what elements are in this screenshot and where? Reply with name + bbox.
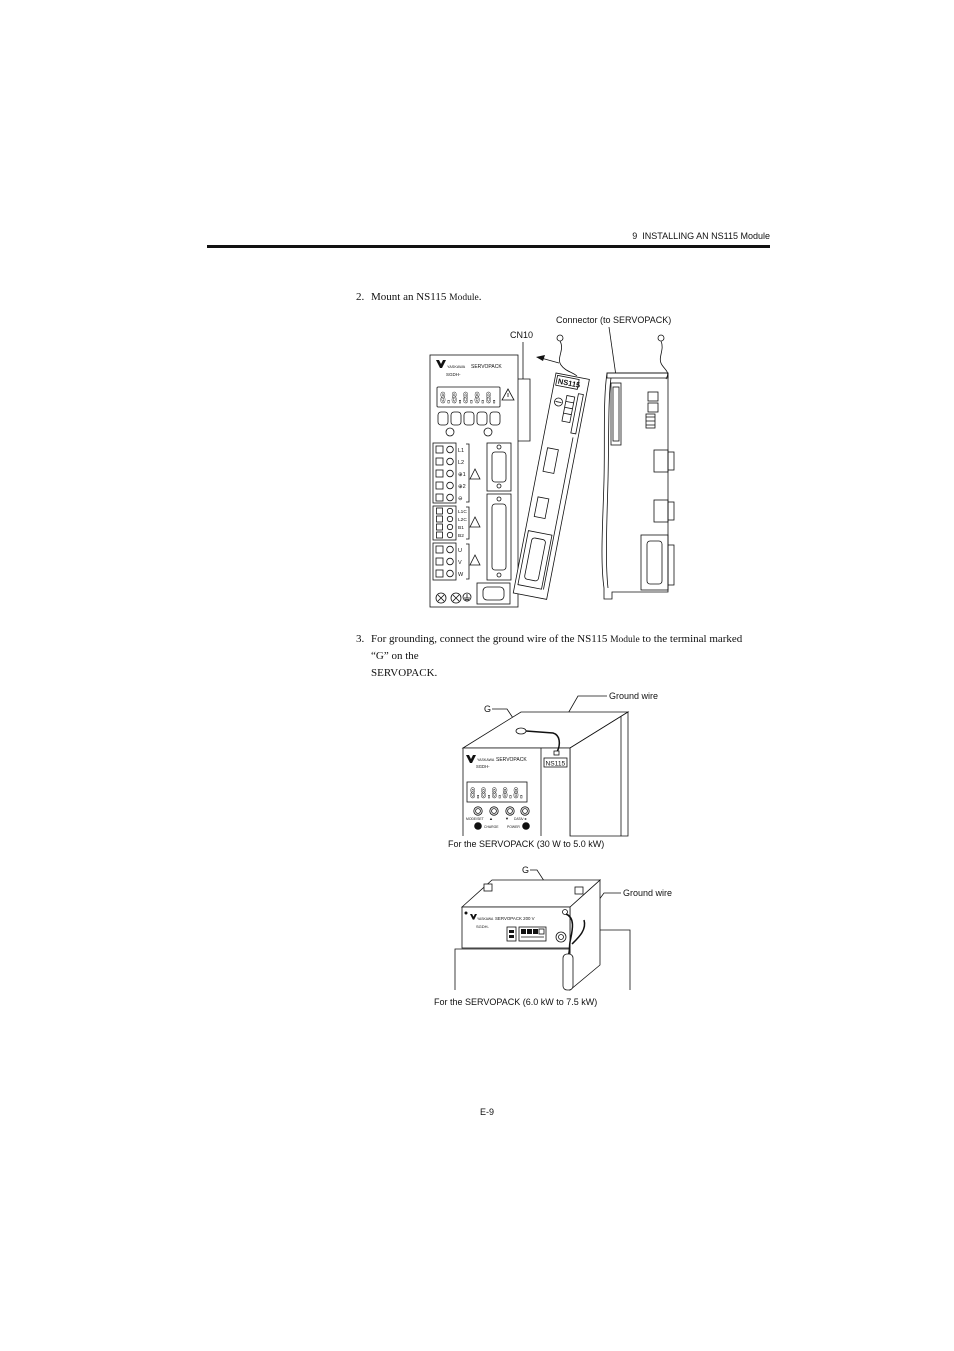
ns115-badge-label: NS115 bbox=[545, 760, 566, 768]
terminal-label: V bbox=[458, 560, 462, 566]
terminal-label: U bbox=[458, 548, 462, 554]
wire-duct bbox=[563, 954, 573, 990]
terminal-label: L2C bbox=[458, 518, 467, 523]
ground-wire-ring-terminal bbox=[658, 335, 664, 341]
terminal-label: ⊕1 bbox=[458, 472, 466, 478]
brand-label: YASKAWA bbox=[477, 917, 494, 921]
figure-grounding-small-servopack bbox=[448, 691, 658, 849]
step-3-line-1-a: For grounding, connect the ground wire of the NS115 bbox=[371, 633, 611, 645]
step-3-line-1-b: to the terminal marked bbox=[639, 633, 743, 645]
model-label: SGDH- bbox=[446, 372, 461, 377]
product-label: SERVOPACK 200 V bbox=[495, 916, 535, 921]
brand-label: YASKAWA bbox=[447, 365, 466, 369]
power-label: POWER bbox=[507, 825, 520, 829]
terminal-label: ⊕2 bbox=[458, 484, 466, 490]
top-screw bbox=[575, 887, 583, 894]
up-arrow-label: ▲ bbox=[489, 816, 493, 821]
terminal-label: B2 bbox=[458, 534, 464, 539]
mounting-hole bbox=[465, 912, 468, 915]
ns115-module-side-view bbox=[602, 335, 674, 599]
step-3-line-1-small: Module bbox=[610, 635, 640, 645]
figure-3-caption: For the SERVOPACK (6.0 kW to 7.5 kW) bbox=[434, 997, 598, 1007]
charge-lamp bbox=[474, 822, 482, 830]
display-segment bbox=[527, 929, 532, 934]
model-label: SGDH- bbox=[476, 764, 490, 769]
ground-wire-clip bbox=[554, 751, 559, 755]
terminal-label: L2 bbox=[458, 460, 465, 466]
terminal-label: L1C bbox=[458, 510, 467, 515]
module-name: NS115 bbox=[557, 376, 581, 390]
figure-mount-module bbox=[430, 315, 674, 607]
servopack-lower-body bbox=[455, 949, 570, 990]
arrowhead-icon bbox=[536, 355, 545, 361]
model-label: SGDH- bbox=[476, 924, 489, 929]
display-segment bbox=[533, 929, 538, 934]
g-terminal-label: G bbox=[484, 704, 492, 714]
g-terminal-label: G bbox=[522, 865, 530, 875]
side-bottom-connector-face bbox=[668, 545, 674, 585]
terminal-label: ⊖ bbox=[458, 496, 463, 502]
step-2-text-small: Module bbox=[449, 293, 479, 303]
terminal-label: L1 bbox=[458, 448, 465, 454]
connector-pin bbox=[509, 930, 514, 933]
ground-wire-label: Ground wire bbox=[609, 691, 659, 701]
cn10-label: CN10 bbox=[510, 330, 534, 340]
step-3-line-3: SERVOPACK. bbox=[371, 667, 438, 679]
page-number: E-9 bbox=[480, 1107, 495, 1117]
display-digits: 8.8.8.8.8. bbox=[440, 389, 497, 407]
connector-pin bbox=[509, 935, 514, 938]
terminal-label: W bbox=[458, 572, 464, 578]
mode-set-label: MODE/SET bbox=[466, 817, 484, 821]
brand-label: YASKAWA bbox=[477, 758, 495, 762]
step-2-text-end: . bbox=[478, 291, 482, 303]
ground-wire-label: Ground wire bbox=[623, 888, 673, 898]
ground-wire bbox=[559, 341, 577, 376]
power-lamp bbox=[522, 822, 530, 830]
terminal-label: B1 bbox=[458, 526, 464, 531]
top-screw bbox=[484, 884, 492, 891]
connector-label: Connector (to SERVOPACK) bbox=[556, 315, 672, 325]
step-2-number: 2. bbox=[356, 291, 365, 303]
servopack-front-view bbox=[430, 355, 518, 607]
display-segment bbox=[521, 929, 526, 934]
module-body bbox=[513, 373, 589, 599]
step-2-text-main: Mount an NS115 bbox=[371, 291, 450, 303]
product-label: SERVOPACK bbox=[471, 364, 502, 370]
step-3-line-2: “G” on the bbox=[371, 650, 419, 662]
display-digits: 8.8.8.8.8. bbox=[470, 786, 524, 802]
cn10-leader-bracket bbox=[518, 342, 530, 441]
ns115-module-front-view bbox=[513, 373, 589, 599]
step-3-number: 3. bbox=[356, 633, 365, 645]
side-connector-face bbox=[668, 502, 674, 520]
figure-grounding-large-servopack bbox=[434, 865, 672, 1007]
data-label: DATA/◄ bbox=[514, 817, 527, 821]
side-connector-face bbox=[668, 452, 674, 470]
charge-label: CHARGE bbox=[484, 825, 499, 829]
product-label: SERVOPACK bbox=[496, 757, 527, 763]
ground-wire-ring-terminal bbox=[557, 335, 563, 341]
down-arrow-label: ▼ bbox=[505, 816, 509, 821]
figure-2-caption: For the SERVOPACK (30 W to 5.0 kW) bbox=[448, 839, 605, 849]
section-header: 9 INSTALLING AN NS115 Module bbox=[632, 231, 770, 241]
